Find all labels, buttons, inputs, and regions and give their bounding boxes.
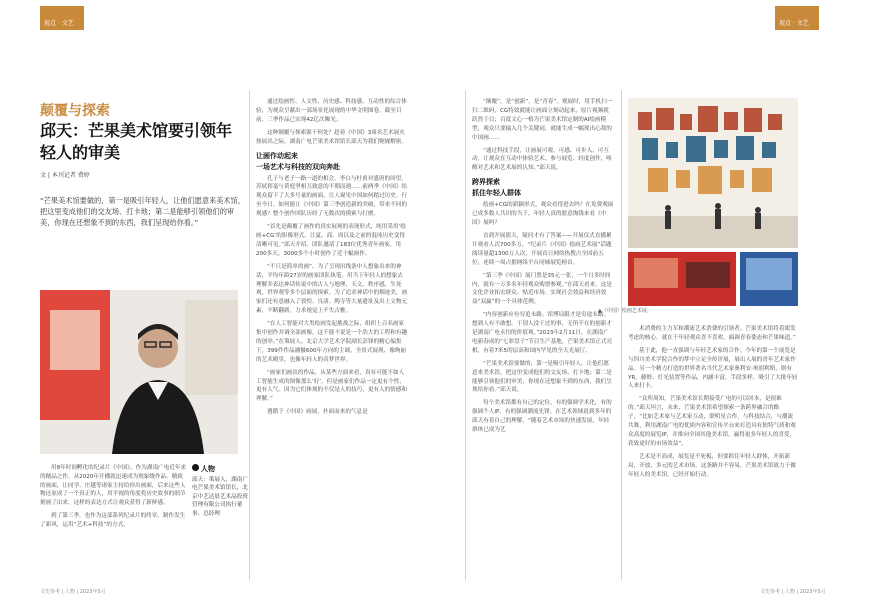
profile-box	[192, 464, 248, 518]
column-divider	[465, 90, 466, 580]
exhibition-caption: ▲《中国》绘画艺术展。	[598, 308, 652, 314]
person-icon	[192, 464, 199, 471]
footer-left: 文史参考 | 人物 | 2023年5月	[40, 589, 106, 595]
column-divider	[621, 90, 622, 580]
profile-title: 人物	[192, 464, 248, 474]
footer-right: 文史参考 | 人物 | 2023年5月	[760, 589, 826, 595]
exhibition-illustration	[628, 98, 798, 306]
lead-quote: “芒果美术馆要做的，第一是吸引年轻人，让他们愿意来美术馆，把这里变成他们的交友场、打卡地；第二是能够引领他们的审美，你现在还想象不到的东西，我们呈现给你看。”	[40, 196, 245, 227]
section-tab-left: 视点 · 文艺	[40, 6, 84, 30]
kicker: 颠覆与探索	[40, 103, 110, 119]
column-c: 术消费的主力军和潮流艺术消费的引领者。芒果美术馆将着眼发考虑的核心，就在于年轻观众喜不喜欢，搞调青春姿态和芒果味道。” 基于此，他一直强调与年轻艺术家的合作。今年的第一个展览是与四川美术学院合作的梦中立足全传评展，展出人展的青年艺术家作品。另一个精力打造的世界著名当代艺术家奥利安·奥胡利斯，则有YR、藤野、灯光装置等作品，内涵丰富、手段多样，吸引了大批年轻人来打卡。 “众所周知，芒果美术馆长期接受广电的可以回本，是很难的。”邱天坦言，未来，芒果美术馆希望探索一条跨界融合的路子，“比如艺术家与艺术家互动，联明星合作，与科技结合，与潮流共舞，利用湖南广电的优质内容和宣传平台来打造具有独特气质和观众高度的展览IP，并推向全国其他美术馆，赢得更多年轻人的喜爱，获致更好的市场效益”。 艺术是不高成，展览是不死板，但要抓住年轻人群体，开拓新局，开放、多元的艺术市场，这条路并不容易，芒果美术馆致力于做年轻人的美术馆，已经开始行动。	[628, 326, 798, 478]
profile-text: 邱天：策展人，湖南广电芒果美术馆馆长，北京中艺达晨艺术品投资管理有限公司执行董事、总经理	[192, 476, 248, 517]
portrait-illustration	[40, 290, 238, 454]
column-left-text: 用8年时间孵化的纪录片《中国》，作为湖南广电近年来的精品之作，从2020年开播就迅速成为现象级作品。精致的画面，让同学、庄越等诸家主持给你出画面，后来这些人物还原成了一个真正的人，用平视的角度将历史故事的细节刻画了出来，这样的表达方式让观众获得了新鲜感。 到了第三季，也作为这部系列纪录片的终章，制作发生了新风，运用“艺术+科技”的方式，	[40, 465, 187, 528]
column-a: 通过绘画性、人文性、历史感、科技感、互动性的综合体验，为观众呈献出一部场景化展现的中华文明图卷。截至目前，三季作品已实现42亿次曝光。 这种颠覆与探索源于何处？趁着《中国》3周名艺术展火热展出之际，湖南广电芒果美术馆馆长邱天为我们娓娓解密。 让画作动起来 一场艺术与科技的双向奔赴 孔子与老子一路一道的相会，李白与杜甫对盛唐的回望，苏轼挥毫与黄庭坚相互致意的不期而遇……前两季《中国》给观众留下了大多号量的画面，让人窥见中国如何踏过历史、行至今日。如何能让《中国》第三季创造新的突破，带来不同的观感？整个创作团队历经了无数次的摸索与打磨。 “首先是颠覆了画作的真实展现的表现形式，纯用采用‘绘画+CG’的影像形式，让夏、商、周以及之前的混沌历史变得清晰可见。”邱天介绍，团队邀请了183位优秀青年画家，用200多天、3000多个小时创作了近千幅画作。 “不只是简单的画”，为了呈现出线条中人想象出来的神话，平均年龄27岁的画家团队执笔，用当下年轻人的想象去理解并表达神话传说中的古人与地理、天文、秩序感、生死观，世界观等多个层面的探索。为了追求神话中的烟迹美，画家们还有意融入了敦煌、良渚、陶寺等大量遗址及出土文物元素，不断翻新，力求视觉上不失古雅。 “在人工智能对大类绘画发起挑战之际，组织上百名画家集中创作并调全部画像，这不能不说是一个浩大的工程和有趣的创举。”在策展人、北京大学艺术学院副长彭锋的精心编集下，399件作品涵摄600年方向的主调，全景式展现、像绚丽的艺术殿堂，也像年轻人的奇梦世界。 “画家们画出的作品，从某些方面来看，真有可能不如人工智能生成的图像那么‘好’。但是画家们作品一定更有个性、更有人气。因为它们体现的不仅是人的技巧，更有人的情感和理解。” 遵循于《中国》画展，扑面而来的气息是	[256, 99, 408, 416]
portrait-photo	[40, 290, 238, 454]
column-divider	[249, 90, 250, 580]
subhead: 跨界探索 抓住年轻人群体	[472, 178, 521, 198]
column-b: “颠覆”，是“创新”，是“青春”。观展时，用手机扫一扫二维码，CG特效就能让画面立刻动起来，原片视频就跃然于目；百度文心一格为芒果美术馆定制的AI绘画模型，观众只要输入几个关键词，就能生成一幅现出心裁的中国画…… “通过科技手段，让画展可观、可感、可步入、可互动，让观众在互动中体验艺术、参与展览、轻度创作，唤醒对艺术和艺术展的认知。”邱天说。 跨界探索 抓住年轻人群体 绘画+CG的新颖形式，观众看得进去吗？在免费观展已成多数人共识的当下，年轻人真的愿意掏钱来看《中国》展吗？ 直到开展那天，疑问才有了答案——开展仪式直播累计观看人次700多万，“纪录片《中国》绘画艺术展”话题阅读量超1300万人次，开展首日网络热搜占全国前五位，连续一周占据网络平台同城展览榜首。 “第三季《中国》展门票是35元一张，一个月多时间内，就有一万多名年轻观众购票参观。”在邱天看来，这是文化企业拓宏群众、贴近市场、实现社会效益和经济效益“双赢”的一个具体范例。 “内容创新应有穷追未路。馆博局限才是穷途末路。想到人有不敢想，干别人没干过的事，无所不在的创新才是湖南广电永恒的价值观。”2023年2月11日，在湖南广电新春成的“七彩盘子”节目生产基地，芒果美术馆正式亮相，有着7米5的层高和国内罕见的全天光展厅。 “芒果美术馆要做的，第一是吸引年轻人，让他们愿意来美术馆，把这里变成他们的交友场、打卡地；第二是能够引领他们的审美，你现在还想象不到的东西，我们呈现给你看。”邱天说。 每个美术馆都有自己的定位，有的强调学术化，有的强调个人IP，有的强调潮流先锋。在艺术领域说到多年的邱天有着自己的理解，“随着艺术市场的快速发展，年轻群体已成为艺	[472, 99, 614, 434]
byline: 文 | 本刊记者 费婷	[40, 172, 90, 179]
section-tab-right: 视点 · 文艺	[775, 6, 819, 30]
headline: 邱天：芒果美术馆要引领年轻人的审美	[40, 121, 233, 162]
subhead: 让画作动起来 一场艺术与科技的双向奔赴	[256, 151, 340, 171]
exhibition-photo	[628, 98, 798, 306]
